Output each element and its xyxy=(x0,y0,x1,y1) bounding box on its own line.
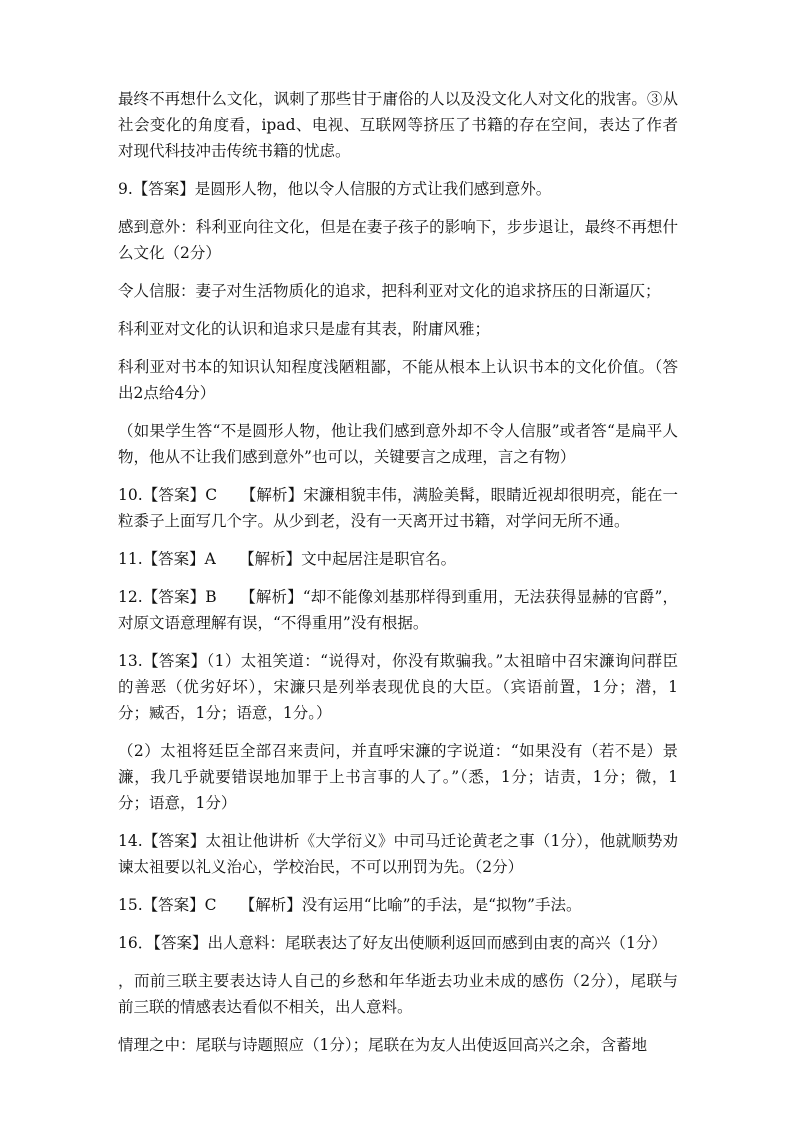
answer-9-alternative: （如果学生答“不是圆形人物，他让我们感到意外却不令人信服”或者答“是扁平人物，他从不让我们感到意外”也可以，关键要言之成理，言之有物） xyxy=(118,422,678,466)
document-page xyxy=(118,86,678,1058)
answer-13-part-2: （2）太祖将廷臣全部召来责问，并直呼宋濂的字说道：“如果没有（若不是）景濂，我几乎就要错误地加罪于上书言事的人了。”（悉，1分；诘责，1分；微，1分；语意，1分） xyxy=(118,742,678,812)
answer-16: 16．【答案】出人意料：尾联表达了好友出使顺利返回而感到由衷的高兴（1分） xyxy=(118,934,667,952)
answer-9-point-3: 科利亚对书本的知识认知程度浅陋粗鄙，不能从根本上认识书本的文化价值。（答出2点给4分） xyxy=(118,358,678,402)
answer-9-surprise: 感到意外：科利亚向往文化，但是在妻子孩子的影响下，步步退让，最终不再想什么文化（2分） xyxy=(118,218,678,262)
answer-13-part-1: 13.【答案】（1）太祖笑道：“说得对，你没有欺骗我。”太祖暗中召宋濂询问群臣的善恶（优劣好坏），宋濂只是列举表现优良的大臣。（宾语前置，1分；潜，1分；臧否，1分；语意，1分。） xyxy=(118,652,678,722)
answer-14: 14.【答案】太祖让他讲析《大学衍义》中司马迁论黄老之事（1分），他就顺势劝谏太祖要以礼义治心，学校治民，不可以刑罚为先。（2分） xyxy=(118,832,678,876)
answer-15: 15.【答案】C 【解析】没有运用“比喻”的手法，是“拟物”手法。 xyxy=(118,896,582,914)
answer-16-reasoning: 情理之中：尾联与诗题照应（1分）；尾联在为友人出使返回高兴之余，含蓄地 xyxy=(118,1036,648,1054)
answer-9-convincing: 令人信服：妻子对生活物质化的追求，把科利亚对文化的追求挤压的日渐逼仄； xyxy=(118,282,661,300)
answer-11: 11.【答案】A 【解析】文中起居注是职官名。 xyxy=(118,550,457,568)
answer-16-continued: ，而前三联主要表达诗人自己的乡愁和年华逝去功业未成的感伤（2分），尾联与前三联的情感表达看似不相关，出人意料。 xyxy=(118,972,678,1016)
answer-9-point-2: 科利亚对文化的认识和追求只是虚有其表，附庸风雅； xyxy=(118,320,491,338)
answer-10: 10.【答案】C 【解析】宋濂相貌丰伟，满脸美髯，眼睛近视却很明亮，能在一粒黍子上面写几个字。从少到老，没有一天离开过书籍，对学问无所不通。 xyxy=(118,486,678,530)
answer-12: 12.【答案】B 【解析】“却不能像刘基那样得到重用，无法获得显赫的官爵”，对原文语意理解有误，“不得重用”没有根据。 xyxy=(118,588,678,632)
paragraph-intro-continuation: 最终不再想什么文化，讽刺了那些甘于庸俗的人以及没文化人对文化的戕害。③从社会变化的角度看，ipad、电视、互联网等挤压了书籍的存在空间，表达了作者对现代科技冲击传统书籍的忧虑。 xyxy=(118,90,678,160)
answer-9: 9.【答案】是圆形人物，他以令人信服的方式让我们感到意外。 xyxy=(118,180,552,198)
